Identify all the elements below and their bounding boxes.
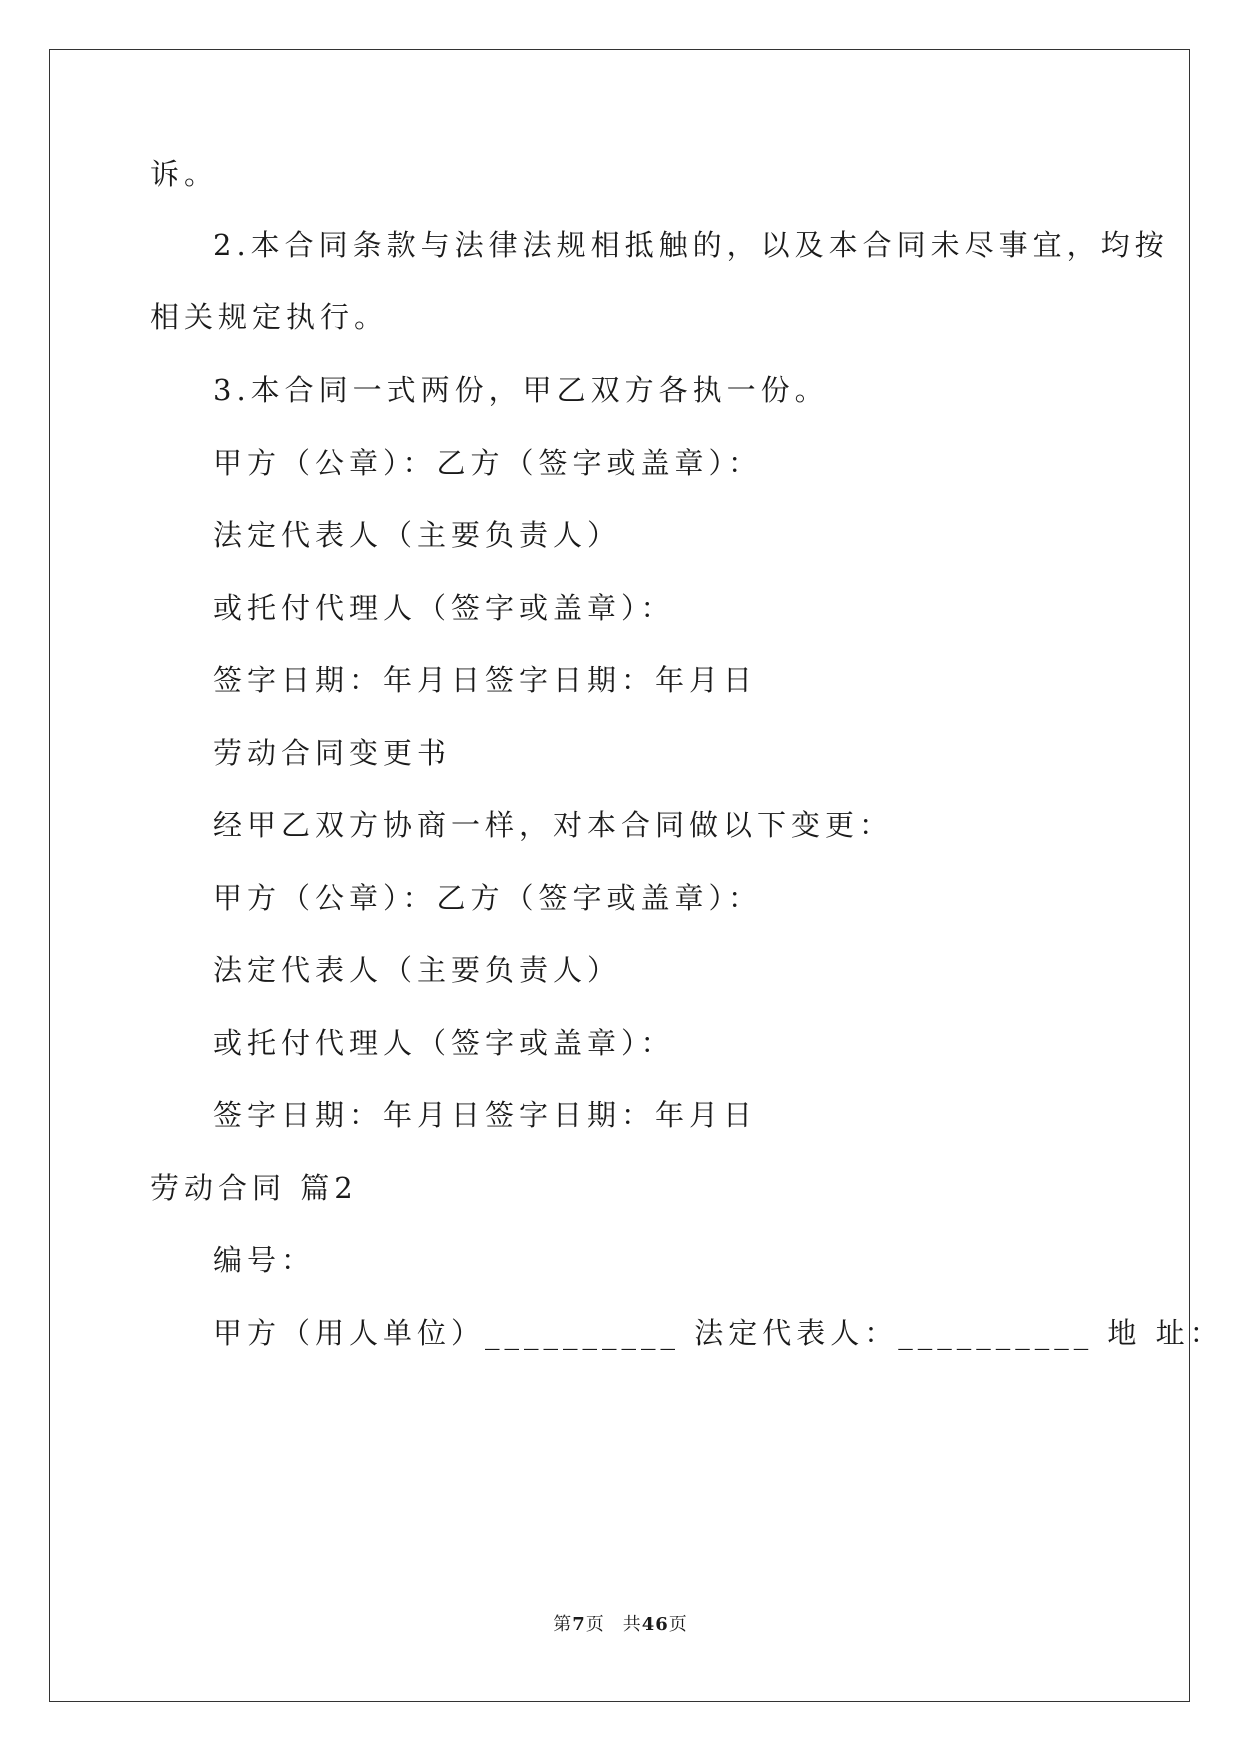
section-heading-change: 劳动合同变更书 <box>213 736 452 770</box>
page-footer <box>0 1613 1241 1637</box>
text-line-6: 法定代表人（主要负责人） <box>213 518 622 552</box>
page-number: 7 <box>572 1614 586 1635</box>
text-line-10: 经甲乙双方协商一样，对本合同做以下变更： <box>213 808 894 842</box>
text-line-4: 3.本合同一式两份，甲乙双方各执一份。 <box>213 373 829 407</box>
text-line-17: 甲方（用人单位）__________ 法定代表人：__________ 地 址： <box>213 1316 1224 1350</box>
text-line-5: 甲方（公章）：乙方（签字或盖章）： <box>213 446 763 480</box>
page-suffix: 页 <box>585 1614 605 1635</box>
text-line-14: 签字日期：年月日签字日期：年月日 <box>213 1098 758 1132</box>
section-heading-contract-2: 劳动合同 篇2 <box>150 1171 358 1205</box>
text-line-1: 诉。 <box>150 157 219 191</box>
text-line-11: 甲方（公章）：乙方（签字或盖章）： <box>213 881 763 915</box>
text-line-3: 相关规定执行。 <box>150 300 389 334</box>
text-line-8: 签字日期：年月日签字日期：年月日 <box>213 663 758 697</box>
total-pages: 46 <box>641 1614 669 1635</box>
page-prefix: 第 <box>553 1614 573 1635</box>
total-suffix: 页 <box>668 1614 688 1635</box>
total-prefix: 共 <box>622 1614 642 1635</box>
text-line-2: 2.本合同条款与法律法规相抵触的，以及本合同未尽事宜，均按 <box>213 228 1169 262</box>
text-line-7: 或托付代理人（签字或盖章）： <box>213 591 675 625</box>
text-line-13: 或托付代理人（签字或盖章）： <box>213 1026 675 1060</box>
text-line-16: 编号： <box>213 1243 316 1277</box>
text-line-12: 法定代表人（主要负责人） <box>213 953 622 987</box>
